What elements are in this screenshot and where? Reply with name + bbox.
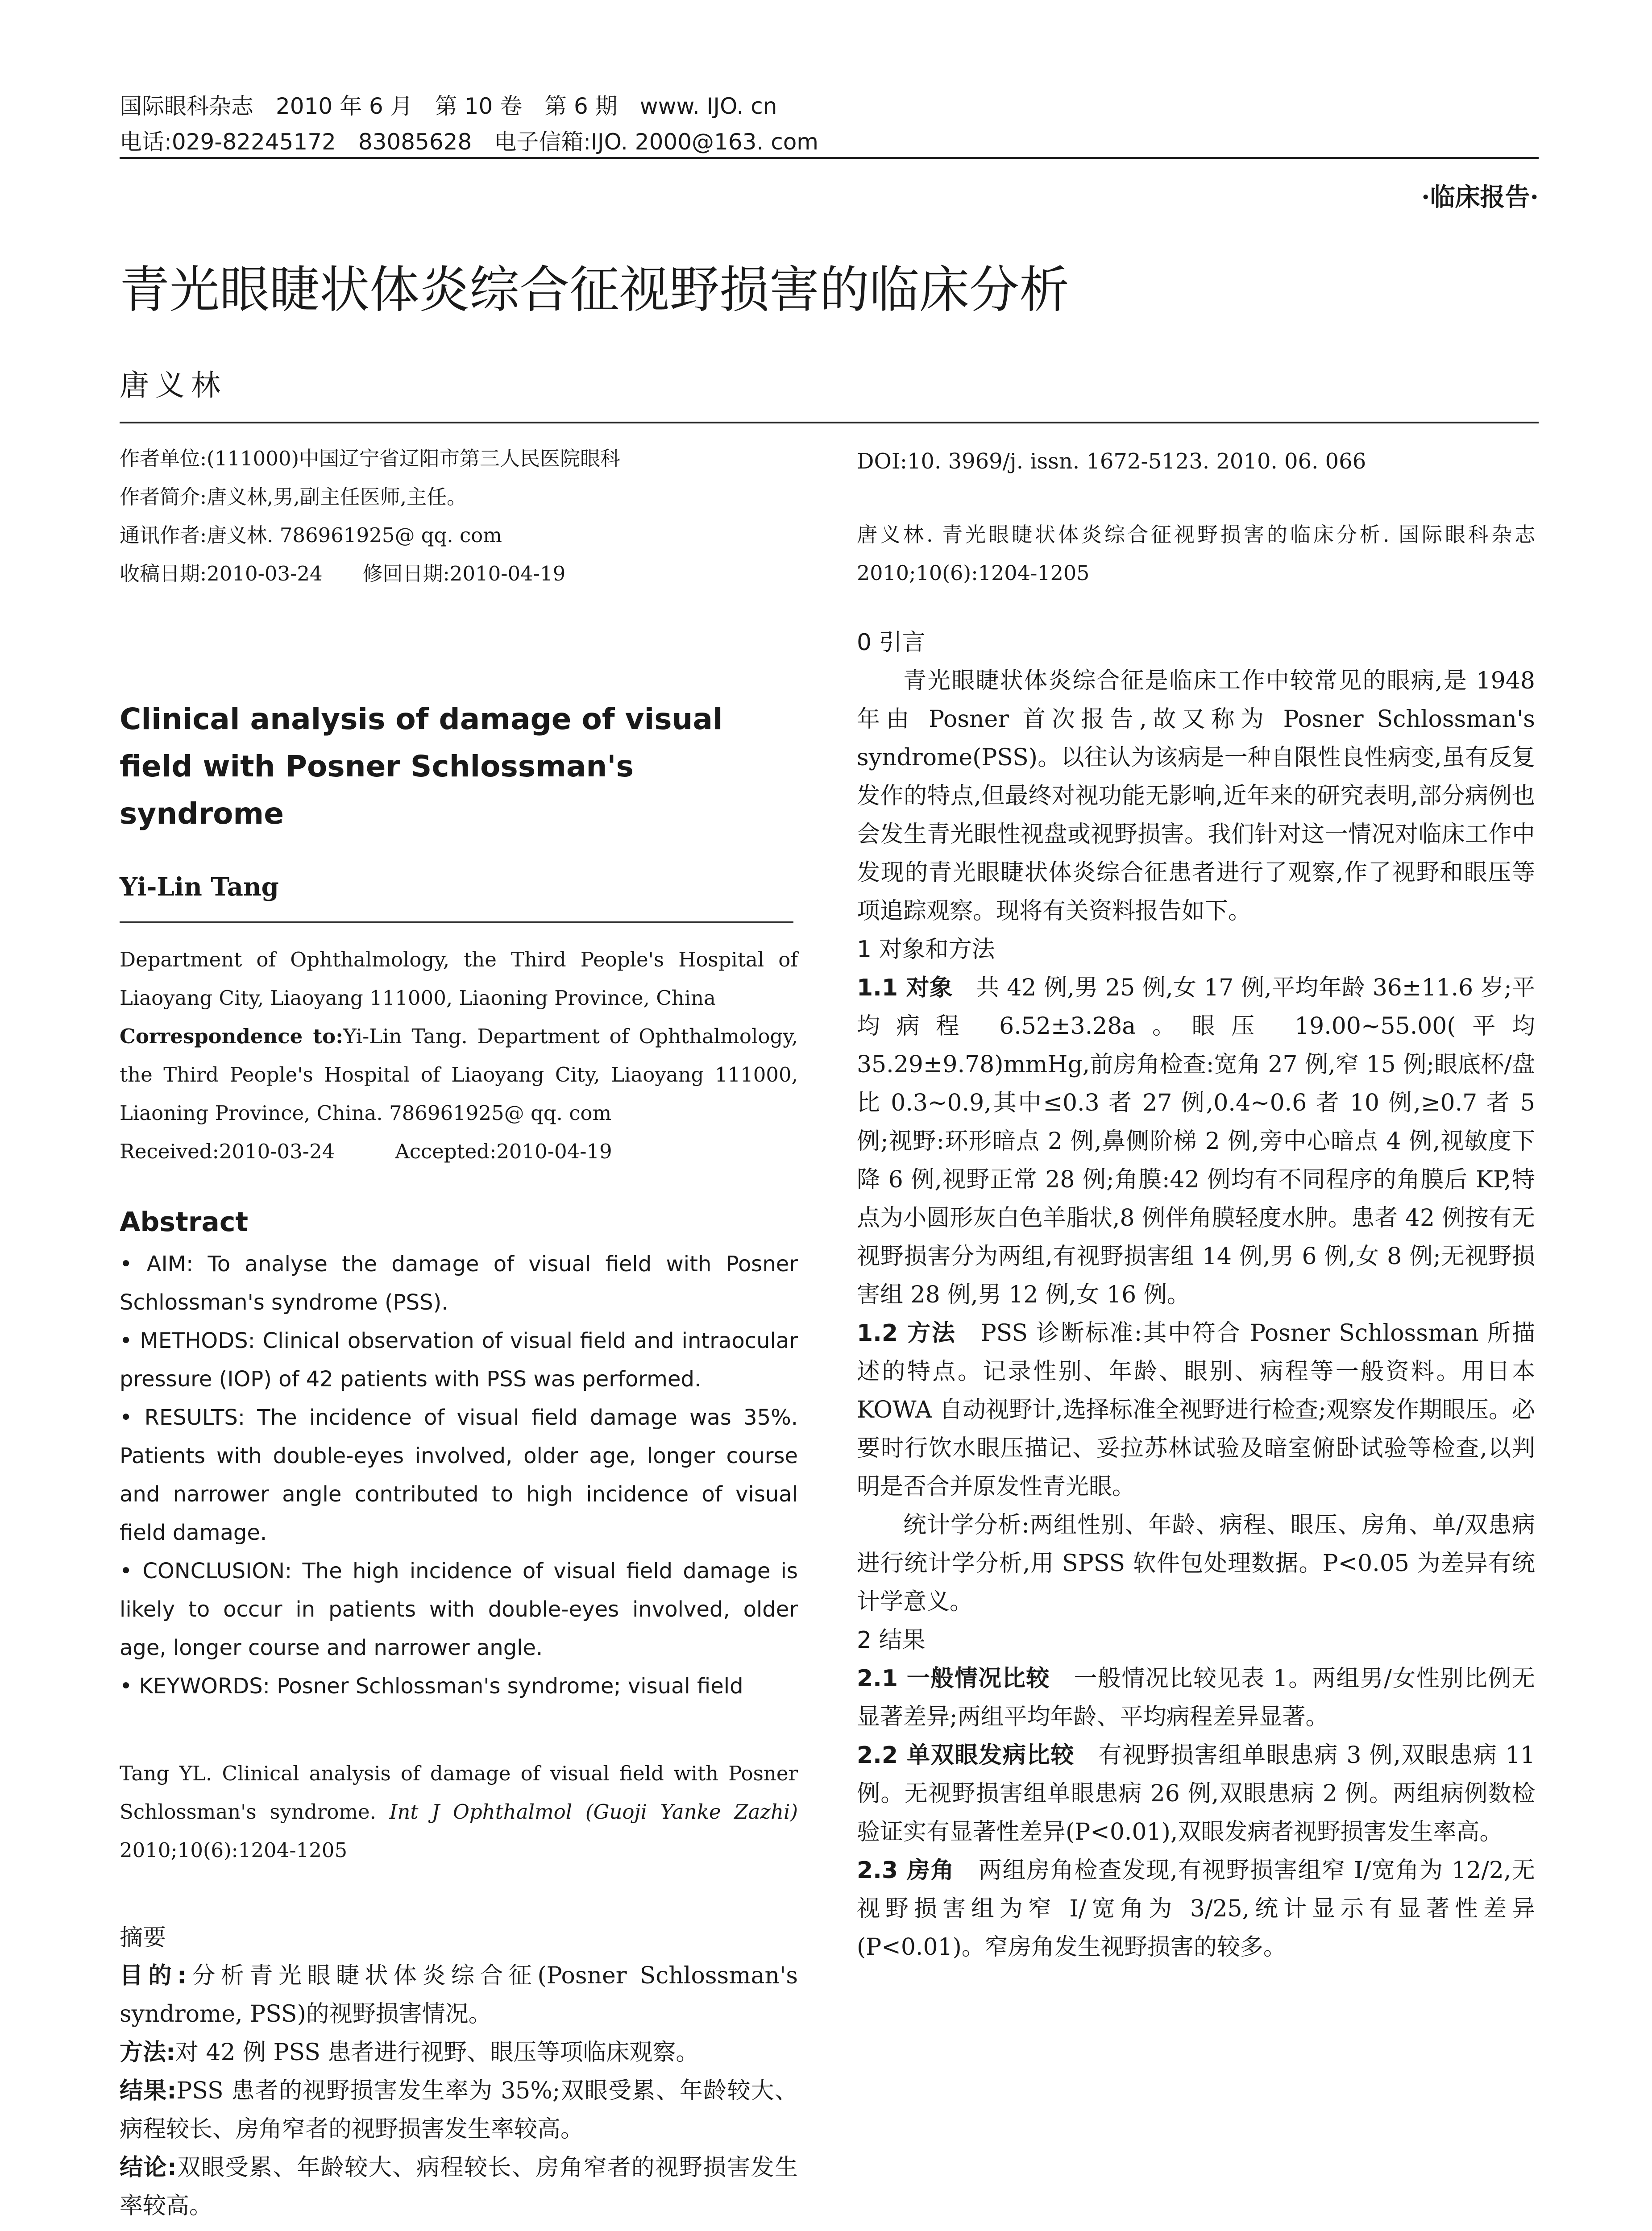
author-name-cn: 唐义林	[120, 368, 227, 402]
right-column	[857, 440, 1535, 1966]
methods-heading: 1 对象和方法	[857, 936, 995, 963]
correspondence-label: Correspondence to:	[120, 1024, 343, 1048]
result-eyes-label: 2.2 单双眼发病比较	[857, 1742, 1075, 1769]
abstract-conclusion: • CONCLUSION: The high incidence of visual field damage is likely to occur in patients with double-eyes involved, older age, longer course and narrower angle.	[120, 1559, 798, 1660]
result-eyes-paragraph	[857, 1736, 1535, 1851]
result-angle-paragraph	[857, 1851, 1535, 1966]
abstract-cn-methods-text: 对 42 例 PSS 患者进行视野、眼压等项临床观察。	[175, 2039, 699, 2066]
abstract-cn-keywords	[120, 2225, 798, 2231]
abstract-keywords: • KEYWORDS: Posner Schlossman's syndrome; visual field	[120, 1674, 743, 1699]
title-rule	[120, 422, 1539, 423]
abstract-cn-results-text: PSS 患者的视野损害发生率为 35%;双眼受累、年龄较大、病程较长、房角窄者的视野损害发生率较高。	[120, 2078, 798, 2143]
corresponding-author: 通讯作者:唐义林. 786961925@ qq. com	[120, 523, 502, 547]
intro-heading: 0 引言	[857, 629, 926, 656]
result-general-text: 一般情况比较见表 1。两组男/女性别比例无显著差异;两组平均年龄、平均病程差异显著。	[857, 1665, 1535, 1730]
result-angle-label: 2.3 房角	[857, 1857, 955, 1884]
method-paragraph	[857, 1314, 1535, 1506]
subjects-label: 1.1 对象	[857, 975, 953, 1001]
abstract-cn-conclusion-text: 双眼受累、年龄较大、病程较长、房角窄者的视野损害发生率较高。	[120, 2154, 798, 2219]
intro-paragraph: 青光眼睫状体炎综合征是临床工作中较常见的眼病,是 1948 年由 Posner 首次报告,故又称为 Posner Schlossman's syndrome(PSS)。以往认为该病是一种自限性良性病变,虽有反复发作的特点,但最终对视功能无影响,近年来的研究表明,部分病例也会发生青光眼性视盘或视野损害。我们针对这一情况对临床工作中发现的青光眼睫状体炎综合征患者进行了观察,作了视野和眼压等项追踪观察。现将有关资料报告如下。	[857, 668, 1535, 925]
citation-en	[120, 1754, 798, 1870]
correspondence-text: Yi-Lin Tang. Department of Ophthalmology, the Third People's Hospital of Liaoyang City, Liaoyang 111000, Liaoning Province, China. 786961925@ qq. com	[120, 1024, 798, 1125]
abstract-cn-results-label: 结果:	[120, 2078, 177, 2104]
abstract-aim: • AIM: To analyse the damage of visual field with Posner Schlossman's syndrome (PSS).	[120, 1252, 798, 1315]
received-accepted-en: Received:2010-03-24 Accepted:2010-04-19	[120, 1140, 612, 1163]
abstract-cn-results	[120, 2072, 798, 2148]
results-heading: 2 结果	[857, 1627, 926, 1654]
citation-en-suffix: 2010;10(6):1204-1205	[120, 1838, 348, 1862]
method-label: 1.2 方法	[857, 1320, 956, 1347]
abstract-cn-methods	[120, 2033, 798, 2072]
article-title-en: Clinical analysis of damage of visual field with Posner Schlossman's syndrome	[120, 702, 723, 831]
journal-info-line: 国际眼科杂志 2010 年 6 月 第 10 卷 第 6 期 www. IJO. cn	[120, 93, 777, 119]
abstract-cn-aim-label: 目的:	[120, 1962, 187, 1989]
citation-cn: 唐义林. 青光眼睫状体炎综合征视野损害的临床分析. 国际眼科杂志 2010;10(6):1204-1205	[857, 523, 1535, 585]
method-text: PSS 诊断标准:其中符合 Posner Schlossman 所描述的特点。记录性别、年龄、眼别、病程等一般资料。用日本 KOWA 自动视野计,选择标准全视野进行检查;观察发作期眼压。必要时行饮水眼压描记、妥拉苏林试验及暗室俯卧试验等检查,以判明是否合并原发性青光眼。	[857, 1320, 1535, 1500]
article-title-cn: 青光眼睫状体炎综合征视野损害的临床分析	[120, 261, 1069, 319]
author-info	[120, 440, 798, 593]
statistics-paragraph: 统计学分析:两组性别、年龄、病程、眼压、房角、单/双患病进行统计学分析,用 SPSS 软件包处理数据。P<0.05 为差异有统计学意义。	[857, 1512, 1535, 1615]
abstract-heading: Abstract	[120, 1207, 249, 1238]
section-tag: ·临床报告·	[1421, 182, 1539, 212]
header-rule	[120, 157, 1539, 159]
correspondence-en	[120, 1017, 798, 1132]
abstract-cn-conclusion-label: 结论:	[120, 2154, 177, 2181]
abstract-cn-heading: 摘要	[120, 1924, 166, 1951]
abstract-cn-aim-text: 分析青光眼睫状体炎综合征(Posner Schlossman's syndrome, PSS)的视野损害情况。	[120, 1962, 798, 2028]
subjects-text: 共 42 例,男 25 例,女 17 例,平均年龄 36±11.6 岁;平均病程 6.52±3.28a。眼压 19.00~55.00(平均 35.29±9.78)mmHg,前房角检查:宽角 27 例,窄 15 例;眼底杯/盘比 0.3~0.9,其中≤0.3 者 27 例,0.4~0.6 者 10 例,≥0.7 者 5 例;视野:环形暗点 2 例,鼻侧阶梯 2 例,旁中心暗点 4 例,视敏度下降 6 例,视野正常 28 例;角膜:42 例均有不同程序的角膜后 KP,特点为小圆形灰白色羊脂状,8 例伴角膜轻度水肿。患者 42 例按有无视野损害分为两组,有视野损害组 14 例,男 6 例,女 8 例;无视野损害组 28 例,男 12 例,女 16 例。	[857, 975, 1535, 1308]
abstract-methods: • METHODS: Clinical observation of visual field and intraocular pressure (IOP) of 42 patients with PSS was performed.	[120, 1328, 798, 1392]
subjects-paragraph	[857, 969, 1535, 1314]
abstract-cn-methods-label: 方法:	[120, 2039, 175, 2066]
abstract-results: • RESULTS: The incidence of visual field damage was 35%. Patients with double-eyes involved, older age, longer course and narrower angle contributed to high incidence of visual field damage.	[120, 1405, 798, 1545]
abstract-cn-aim	[120, 1957, 798, 2033]
author-name-en: Yi-Lin Tang	[120, 872, 279, 902]
affiliation-en: Department of Ophthalmology, the Third People's Hospital of Liaoyang City, Liaoyang 111000, Liaoning Province, China	[120, 948, 798, 1010]
citation-en-journal: Int J Ophthalmol (Guoji Yanke Zazhi)	[389, 1800, 798, 1824]
author-rule	[120, 921, 793, 923]
doi: DOI:10. 3969/j. issn. 1672-5123. 2010. 06. 066	[857, 449, 1366, 474]
author-affiliation: 作者单位:(111000)中国辽宁省辽阳市第三人民医院眼科	[120, 447, 621, 470]
journal-contact-line: 电话:029-82245172 83085628 电子信箱:IJO. 2000@163. com	[120, 129, 819, 155]
result-general-paragraph	[857, 1659, 1535, 1736]
author-bio: 作者简介:唐义林,男,副主任医师,主任。	[120, 485, 467, 509]
journal-header	[120, 88, 1548, 160]
citation-en-prefix: Tang YL. Clinical analysis of damage of visual field with Posner Schlossman's syndrome.	[120, 1762, 798, 1824]
result-eyes-text: 有视野损害组单眼患病 3 例,双眼患病 11 例。无视野损害组单眼患病 26 例,双眼患病 2 例。两组病例数检验证实有显著性差异(P<0.01),双眼发病者视野损害发生率高。	[857, 1742, 1535, 1845]
abstract-cn-conclusion	[120, 2148, 798, 2225]
received-dates: 收稿日期:2010-03-24 修回日期:2010-04-19	[120, 562, 566, 585]
left-column	[120, 440, 798, 2231]
result-angle-text: 两组房角检查发现,有视野损害组窄 I/宽角为 12/2,无视野损害组为窄 I/宽角为 3/25,统计显示有显著性差异(P<0.01)。窄房角发生视野损害的较多。	[857, 1857, 1535, 1961]
result-general-label: 2.1 一般情况比较	[857, 1665, 1050, 1692]
